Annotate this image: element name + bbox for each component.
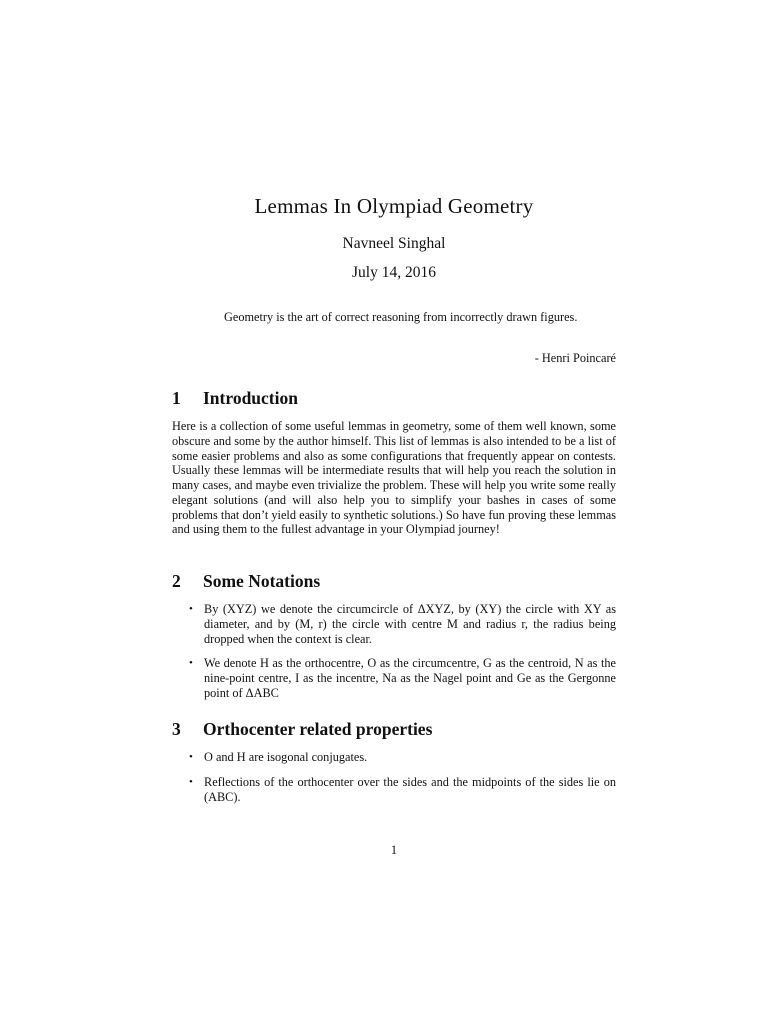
epigraph-text: Geometry is the art of correct reasoning from incorrectly drawn figures. <box>224 310 578 324</box>
section-number: 1 <box>172 388 181 408</box>
introduction-paragraph: Here is a collection of some useful lemmas in geometry, some of them well known, some obscure and some by the author himself. This list of lemmas is also intended to be a list of some easier problems and also as some configurations that frequently appear on contests. Usually these lemmas will be intermediate results that will help you reach the solution in many cases, and maybe even trivialize the problem. These will help you write some really elegant solutions (and will also help you to simplify your bashes in cases of some problems that don’t yield easily to synthetic solutions.) So have fun proving these lemmas and using them to the fullest advantage in your Olympiad journey! <box>172 419 616 537</box>
paper-title: Lemmas In Olympiad Geometry <box>254 194 534 218</box>
list-item: O and H are isogonal conjugates. <box>204 750 368 764</box>
epigraph-attribution: - Henri Poincaré <box>534 351 616 365</box>
paper-author: Navneel Singhal <box>342 235 446 252</box>
paper-date: July 14, 2016 <box>352 264 436 281</box>
list-item: We denote H as the orthocentre, O as the circumcentre, G as the centroid, N as the nine-point centre, I as the incentre, Na as the Nagel point and Ge as the Gergonne point of ΔABC <box>204 656 616 700</box>
bullet-icon: • <box>189 751 193 763</box>
bullet-icon: • <box>189 776 193 788</box>
section-number: 2 <box>172 571 181 591</box>
page-number: 1 <box>390 843 398 857</box>
list-item: Reflections of the orthocenter over the sides and the midpoints of the sides lie on (ABC). <box>204 775 616 804</box>
section-title: Orthocenter related properties <box>203 719 433 739</box>
section-title: Some Notations <box>203 571 321 591</box>
bullet-icon: • <box>189 657 193 669</box>
section-heading-orthocenter <box>172 719 432 740</box>
section-heading-introduction <box>172 388 298 409</box>
section-heading-notations <box>172 571 320 592</box>
section-number: 3 <box>172 719 181 739</box>
list-item: By (XYZ) we denote the circumcircle of ΔXYZ, by (XY) the circle with XY as diameter, and by (M, r) the circle with centre M and radius r, the radius being dropped when the context is clear. <box>204 602 616 646</box>
section-title: Introduction <box>203 388 298 408</box>
bullet-icon: • <box>189 603 193 615</box>
